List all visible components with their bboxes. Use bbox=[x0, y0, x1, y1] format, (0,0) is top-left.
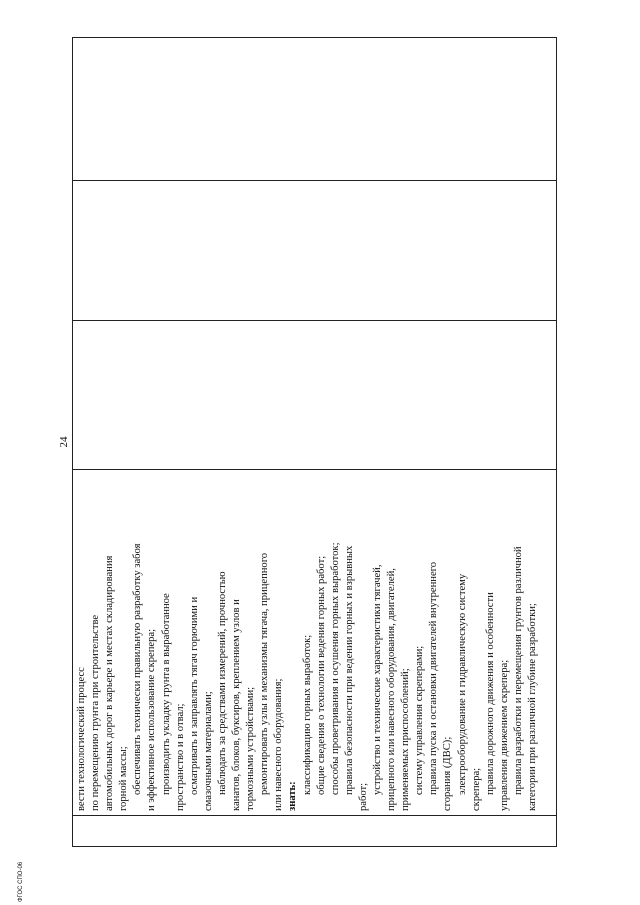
page-number: 24 bbox=[58, 436, 70, 448]
table-text-line: автомобильных дорог в карьере и местах складирования bbox=[104, 555, 116, 812]
table-text-line: общие сведения о технологии ведения горных работ; bbox=[315, 555, 327, 796]
table-text-line: управления движением скрепера; bbox=[498, 659, 510, 812]
table-text-line: правила пуска и остановки двигателей внутреннего bbox=[428, 561, 440, 796]
table-column-empty-1 bbox=[73, 320, 556, 470]
table-text-line: сгорания (ДВС); bbox=[442, 736, 454, 812]
table-text-line: производить укладку грунта в выработанное bbox=[160, 593, 172, 796]
table-text-line: обеспечивать технически правильную разработку забоя bbox=[132, 543, 144, 796]
table-text-line: скрепера; bbox=[470, 767, 482, 812]
rotated-page bbox=[52, 37, 557, 847]
table-text-line: или навесного оборудования; bbox=[273, 678, 285, 812]
table-text-line: систему управления скреперами; bbox=[414, 645, 426, 796]
footer-code-text: ФГОС СПО-06 bbox=[18, 861, 24, 902]
table-text-line: знать: bbox=[287, 781, 299, 812]
table-text-line: способы проветривания и осушения горных выработок; bbox=[329, 542, 341, 796]
table-text-line: тормозными устройствами; bbox=[245, 686, 257, 812]
table-text-line: ремонтировать узлы и механизмы тягача, прицепного bbox=[259, 552, 271, 796]
table-column-empty-3 bbox=[73, 38, 556, 180]
table-column-empty-2 bbox=[73, 180, 556, 320]
table-text-line: электрооборудование и гидравлическую систему bbox=[456, 573, 468, 796]
table-text-line: канатов, блоков, буксиров, креплением узлов и bbox=[231, 599, 243, 812]
table-column-index bbox=[73, 815, 556, 846]
table-text-line: вести технологический процесс bbox=[76, 667, 87, 812]
table-text-line: устройство и технические характеристики тягачей, bbox=[371, 564, 383, 796]
footer-code bbox=[18, 862, 28, 902]
table-text-line: и эффективное использование скрепера; bbox=[146, 628, 158, 812]
table-text-line: смазочными материалами; bbox=[202, 691, 214, 812]
table-text-line: категории при различной глубине разработки; bbox=[527, 603, 538, 812]
table-text-line: наблюдать за средствами измерений, прочностью bbox=[216, 571, 228, 796]
table-text-line: работ; bbox=[357, 782, 369, 812]
table-text-line: горной массы; bbox=[118, 746, 130, 812]
table-text-line: правила безопасности при ведении горных и взрывных bbox=[343, 545, 355, 796]
table-text-line: осматривать и заправлять тягач горючими и bbox=[188, 596, 200, 796]
table-text-line: правила разработки и перемещения грунтов различной bbox=[512, 546, 524, 796]
table-text-line: классификацию горных выработок; bbox=[301, 634, 313, 796]
table-text-line: применяемых приспособлений; bbox=[400, 668, 412, 812]
table-text-line: пространство и в отвал; bbox=[174, 703, 186, 812]
competency-table bbox=[72, 37, 557, 847]
table-text-line: по перемещению грунта при строительстве bbox=[90, 614, 102, 812]
table-text-line: прицепного или навесного оборудования, двигателей, bbox=[386, 568, 398, 812]
table-text-line: правила дорожного движения и особенности bbox=[484, 592, 496, 796]
table-column-content bbox=[73, 469, 556, 815]
